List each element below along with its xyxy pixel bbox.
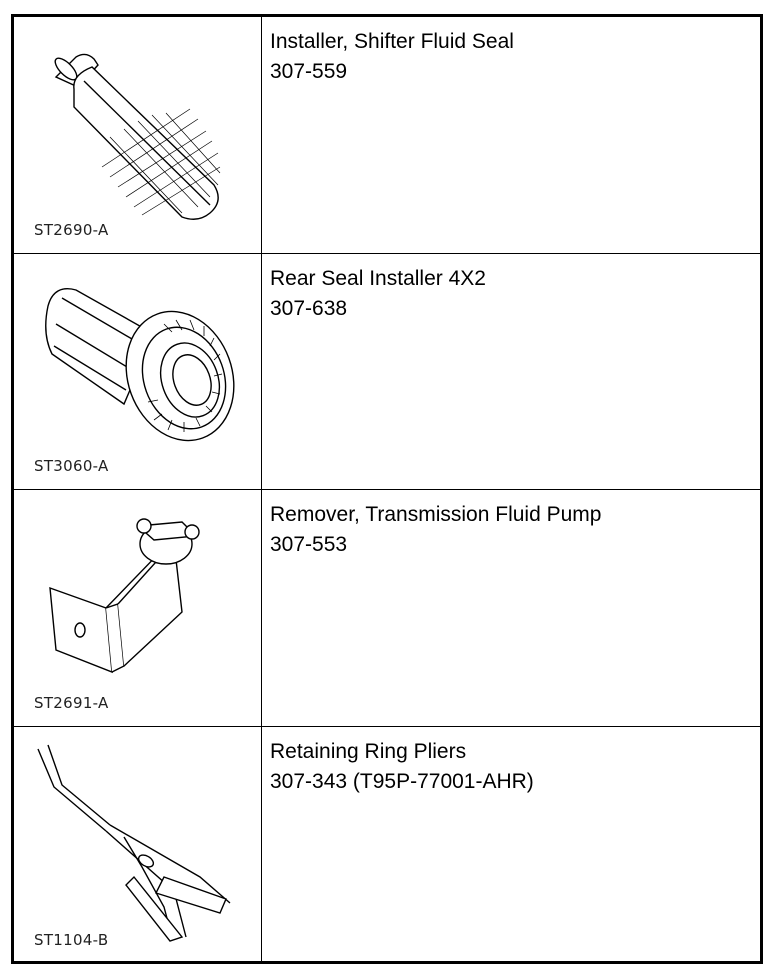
installer-shifter-fluid-seal-icon bbox=[14, 17, 262, 253]
special-tools-table bbox=[11, 14, 763, 964]
illustration-code: ST2691-A bbox=[34, 693, 109, 712]
illustration-code: ST1104-B bbox=[34, 931, 109, 949]
tool-illustration-cell bbox=[14, 17, 262, 253]
tool-number: 307-553 bbox=[270, 533, 348, 556]
tool-name: Installer, Shifter Fluid Seal bbox=[270, 30, 514, 53]
tool-description-cell bbox=[262, 17, 760, 253]
tool-row bbox=[14, 490, 760, 727]
tool-number: 307-343 (T95P-77001-AHR) bbox=[270, 769, 534, 793]
retaining-ring-pliers-icon bbox=[14, 727, 262, 963]
tool-row bbox=[14, 727, 760, 964]
tool-name: Retaining Ring Pliers bbox=[270, 739, 467, 763]
tool-name: Remover, Transmission Fluid Pump bbox=[270, 503, 602, 526]
tool-description-cell bbox=[262, 727, 760, 964]
tool-illustration-cell bbox=[14, 727, 262, 964]
illustration-code: ST2690-A bbox=[34, 220, 109, 239]
tool-illustration-cell bbox=[14, 254, 262, 490]
tool-row bbox=[14, 17, 760, 254]
fluid-pump-remover-icon bbox=[14, 490, 262, 726]
tool-number: 307-559 bbox=[270, 60, 348, 83]
tool-illustration-cell bbox=[14, 490, 262, 726]
tool-description-cell bbox=[262, 490, 760, 726]
rear-seal-installer-icon bbox=[14, 254, 262, 490]
tool-row bbox=[14, 254, 760, 491]
tool-number: 307-638 bbox=[270, 296, 348, 320]
illustration-code: ST3060-A bbox=[34, 457, 109, 475]
tool-name: Rear Seal Installer 4X2 bbox=[270, 266, 486, 290]
tool-description-cell bbox=[262, 254, 760, 490]
